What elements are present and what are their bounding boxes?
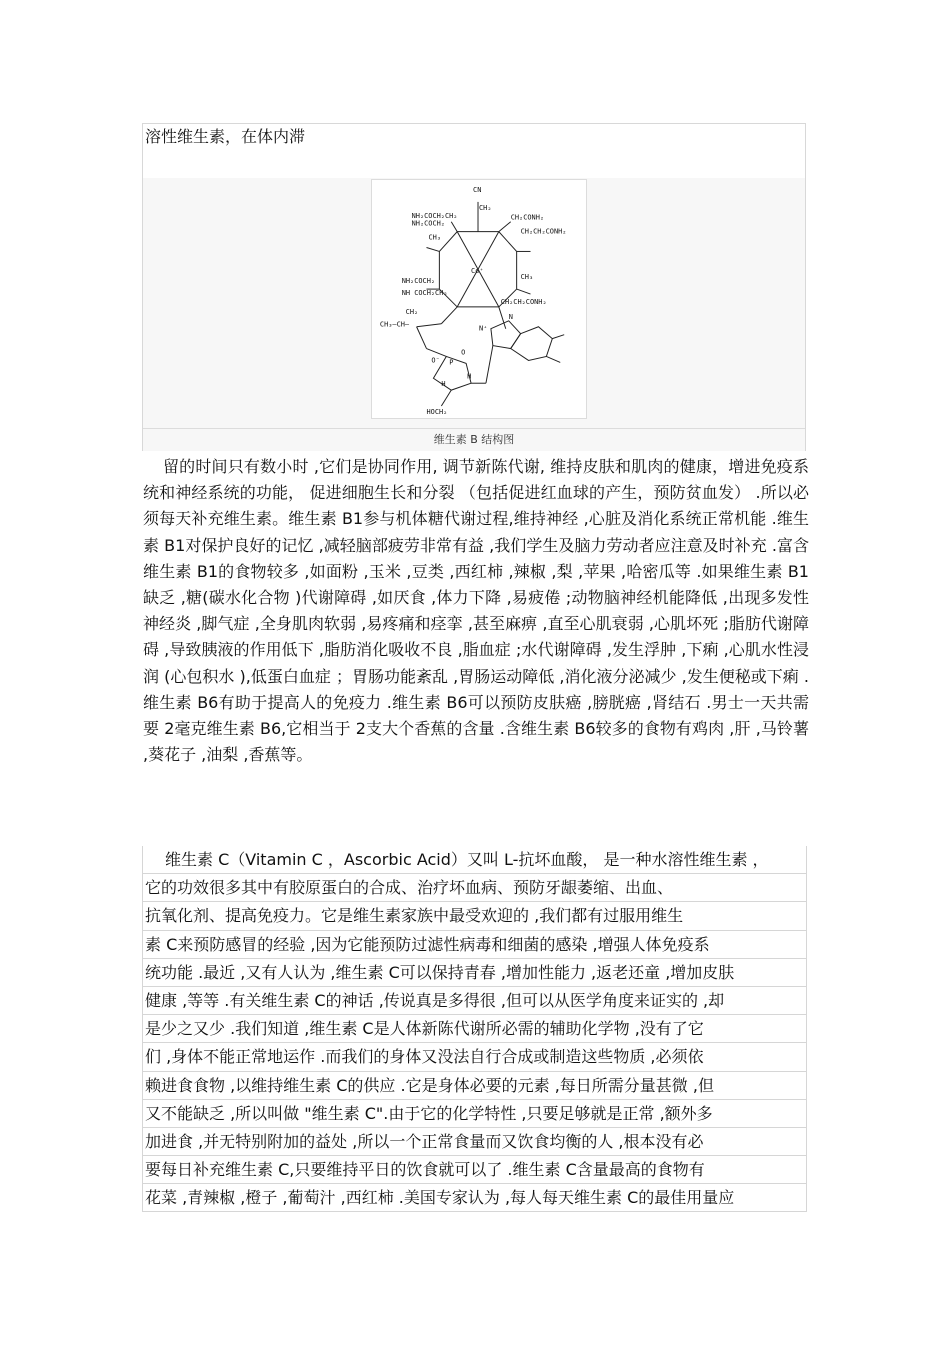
text-line: 统功能 .最近 ,又有人认为 ,维生素 C可以保持青春 ,增加性能力 ,返老还童 ,增加皮肤 xyxy=(142,959,807,987)
label-n-plus: N⁺ xyxy=(479,324,488,333)
text-line: 要每日补充维生素 C,只要维持平日的饮食就可以了 .维生素 C含量最高的食物有 xyxy=(142,1156,807,1184)
vitamin-b12-structure-diagram xyxy=(372,180,586,418)
label-h: CH₃—CH— xyxy=(379,320,410,329)
label-h2: H xyxy=(441,380,446,389)
paragraph-vitamin-b: 留的时间只有数小时 ,它们是协同作用, 调节新陈代谢, 维持皮肤和肌肉的健康，增进免疫系统和神经系统的功能， 促进细胞生长和分裂 （包括促进红血球的产生，预防贫血发） .所以必须每天补充维生素。维生素 B1参与机体糖代谢过程,维持神经 ,心脏及消化系统正常机能 .维生素 B1对保护良好的记忆 ,减轻脑部疲劳非常有益 ,我们学生及脑力劳动者应注意及时补充 .富含维生素 B1的食物较多 ,如面粉 ,玉米 ,豆类 ,西红柿 ,辣椒 ,梨 ,苹果 ,哈密瓜等 .如果维生素 B1缺乏 ,糖(碳水化合物 )代谢障碍 ,如厌食 ,体力下降 ,易疲倦 ;动物脑神经机能降低 ,出现多发性神经炎 ,脚气症 ,全身肌肉软弱 ,易疼痛和痉挛 ,甚至麻痹 ,直至心肌衰弱 ,心肌坏死 ;脂肪代谢障碍 ,导致胰液的作用低下 ,脂肪消化吸收不良 ,脂血症 ;水代谢障碍 ,发生浮肿 ,下痢 ,心肌水性浸润 (心包积水 ),低蛋白血症 ；胃肠功能紊乱 ,胃肠运动障低 ,消化液分泌减少 ,发生便秘或下痢 .维生素 B6有助于提高人的免疫力 .维生素 B6可以预防皮肤癌 ,膀胱癌 ,肾结石 .男士一天共需要 2毫克维生素 B6,它相当于 2支大个香蕉的含量 .含维生素 B6较多的食物有鸡肉 ,肝 ,马铃薯 ,葵花子 ,油梨 ,香蕉等。 xyxy=(143,457,809,765)
label-c: CH₂CONH₂ xyxy=(510,213,545,222)
label-e: NH₂COCH₂ xyxy=(401,277,436,286)
text-line: 又不能缺乏 ,所以叫做 "维生素 C".由于它的化学特性 ,只要足够就是正常 ,额外多 xyxy=(142,1100,807,1128)
label-co: Co⁺ xyxy=(471,267,484,276)
label-n: N xyxy=(508,312,513,321)
text-line: 抗氧化剂、提高免疫力。它是维生素家族中最受欢迎的 ,我们都有过服用维生 xyxy=(142,902,807,930)
text-line: 它的功效很多其中有胶原蛋白的合成、治疗坏血病、预防牙龈萎缩、出血、 xyxy=(142,874,807,902)
label-o-minus: O⁻ xyxy=(431,356,440,365)
text-line: 素 C来预防感冒的经验 ,因为它能预防过滤性病毒和细菌的感染 ,增强人体免疫系 xyxy=(142,931,807,959)
text-line: 赖进食食物 ,以维持维生素 C的供应 .它是身体必要的元素 ,每日所需分量甚微 ,但 xyxy=(142,1072,807,1100)
text-line: 维生素 C（Vitamin C ，Ascorbic Acid）又叫 L-抗坏血酸， 是一种水溶性维生素 ， xyxy=(142,846,807,874)
text-line: 花菜 ,青辣椒 ,橙子 ,葡萄汁 ,西红柿 .美国专家认为 ,每人每天维生素 C的最佳用量应 xyxy=(142,1184,807,1212)
label-f: NH COCH₂CH₂ xyxy=(401,289,448,298)
label-ch2-side: CH₂ xyxy=(405,307,419,316)
label-o: O xyxy=(461,348,466,357)
text-line: 们 ,身体不能正常地运作 .而我们的身体又没法自行合成或制造这些物质 ,必须依 xyxy=(142,1043,807,1071)
label-ch2-top: CH₂ xyxy=(479,203,492,212)
label-g: CH₂CH₂CONH₂ xyxy=(500,297,547,306)
paragraph-vitamin-c xyxy=(142,846,807,1212)
figure-caption: 维生素 B 结构图 xyxy=(143,428,805,451)
figure-header-text: 溶性维生素，在体内滞 xyxy=(143,124,805,180)
label-cn: CN xyxy=(473,186,482,194)
text-line: 加进食 ,并无特别附加的益处 ,所以一个正常食量而又饮食均衡的人 ,根本没有必 xyxy=(142,1128,807,1156)
label-d: CH₂CH₂CONH₂ xyxy=(520,227,567,236)
label-b: NH₂COCH₂ xyxy=(411,219,445,228)
figure-box xyxy=(142,123,806,451)
label-h1: H xyxy=(467,372,472,381)
text-line: 健康 ,等等 .有关维生素 C的神话 ,传说真是多得很 ,但可以从医学角度来证实的 ,却 xyxy=(142,987,807,1015)
label-ch3-left: CH₃ xyxy=(428,233,441,242)
figure-body xyxy=(143,178,805,428)
label-hoch2: HOCH₂ xyxy=(426,407,448,416)
vitamin-b12-structure-figure xyxy=(371,179,587,419)
text-line: 是少之又少 .我们知道 ,维生素 C是人体新陈代谢所必需的辅助化学物 ,没有了它 xyxy=(142,1015,807,1043)
label-a: NH₂COCH₂CH₂ xyxy=(411,211,458,220)
label-ch3-right: CH₃ xyxy=(520,273,534,282)
label-p: P xyxy=(449,358,454,367)
